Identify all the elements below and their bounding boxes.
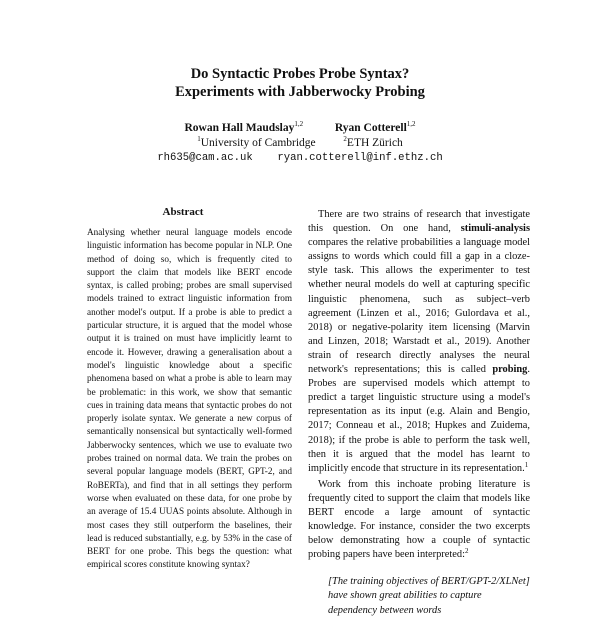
affiliation-name: ETH Zürich xyxy=(346,137,403,149)
author-name: Ryan Cotterell xyxy=(334,122,407,134)
paragraph-text: Work from this inchoate probing literature is frequently cited to support the claim that models like BERT encode a large amount of syntactic knowledge. For instance, consider the two excerpts below demonstrating how a couple of syntactic probing papers have been interpreted: xyxy=(308,478,530,561)
author-list xyxy=(0,121,600,135)
footnote-mark: 1 xyxy=(524,460,529,469)
email-list xyxy=(0,152,600,165)
term-probing: probing xyxy=(492,364,528,376)
paragraph-text: compares the relative probabilities a language model assigns to words which could fill a gap in a cloze-style task. This allows the experimenter to test whether neural models do well at capturing specific linguistic phenomena, such as subject–verb agreement (Linzen et al., 2016; Gulordava et al., 2018) or negative-polarity item licensing (Marvin and Linzen, 2018; Warstadt et al., 2019). Another strain of research directly analyses the neural network's representations; this is called xyxy=(308,237,530,376)
paper-title-line-2: Experiments with Jabberwocky Probing xyxy=(175,84,425,100)
affil-mark: 1 xyxy=(197,135,201,143)
author-affil-mark: 1,2 xyxy=(406,120,416,128)
paragraph-text: . Probes are supervised models which attempt to predict a target linguistic structure using a model's representation as its input (e.g. Alain and Bengio, 2017; Conneau et al., 2018; Hupkes and Zuidema, 2018); if the probe is able to perform the task well, then it is argued that the model has learnt to implicitly encode that structure in its representation. xyxy=(308,364,530,474)
body-column xyxy=(308,208,530,618)
footnote-mark: 2 xyxy=(464,547,469,556)
affil-mark: 2 xyxy=(343,135,347,143)
affiliation-list xyxy=(0,136,600,150)
paragraph-text: There are two strains of research that investigate this question. On one hand, xyxy=(308,209,530,235)
author-name: Rowan Hall Maudslay xyxy=(184,122,295,134)
paper-title-line-1: Do Syntactic Probes Probe Syntax? xyxy=(190,66,410,82)
body-paragraph-2 xyxy=(308,478,530,563)
author-email: ryan.cotterell@inf.ethz.ch xyxy=(277,152,443,164)
body-paragraph-1 xyxy=(308,208,530,476)
affiliation-name: University of Cambridge xyxy=(200,137,316,149)
block-quote: [The training objectives of BERT/GPT-2/XLNet] have shown great abilities to capture dependency between words xyxy=(328,576,530,616)
term-stimuli-analysis: stimuli-analysis xyxy=(460,223,530,235)
author-email: rh635@cam.ac.uk xyxy=(157,152,253,164)
abstract-text: Analysing whether neural language models encode linguistic information has become popular in NLP. One method of doing so, which is frequently cited to support the claim that models like BERT encode syntax, is called probing; probes are small supervised models trained to extract linguistic information from another model's output. If a probe is able to predict a particular structure, it is argued that the model whose output it is trained on must have implicitly learnt to encode it. However, drawing a generalisation about a model's linguistic knowledge about a specific phenomena based on what a probe is able to learn may be problematic: in this work, we show that semantic cues in training data means that syntactic probes do not properly isolate syntax. We generate a new corpus of semantically nonsensical but syntactically well-formed Jabberwocky sentences, which we use to evaluate two probes trained on normal data. We train the probes on several popular language models (BERT, GPT-2, and RoBERTa), and find that in all settings they perform worse when evaluated on these data, for one probe by an average of 15.4 UUAS points absolute. Although in most cases they still outperform the baselines, their lead is reduced substantially, e.g. by 53% in the case of BERT for one probe. This begs the question: what empirical scores constitute knowing syntax? xyxy=(87,227,292,570)
abstract-heading: Abstract xyxy=(162,206,204,218)
author-affil-mark: 1,2 xyxy=(294,120,304,128)
